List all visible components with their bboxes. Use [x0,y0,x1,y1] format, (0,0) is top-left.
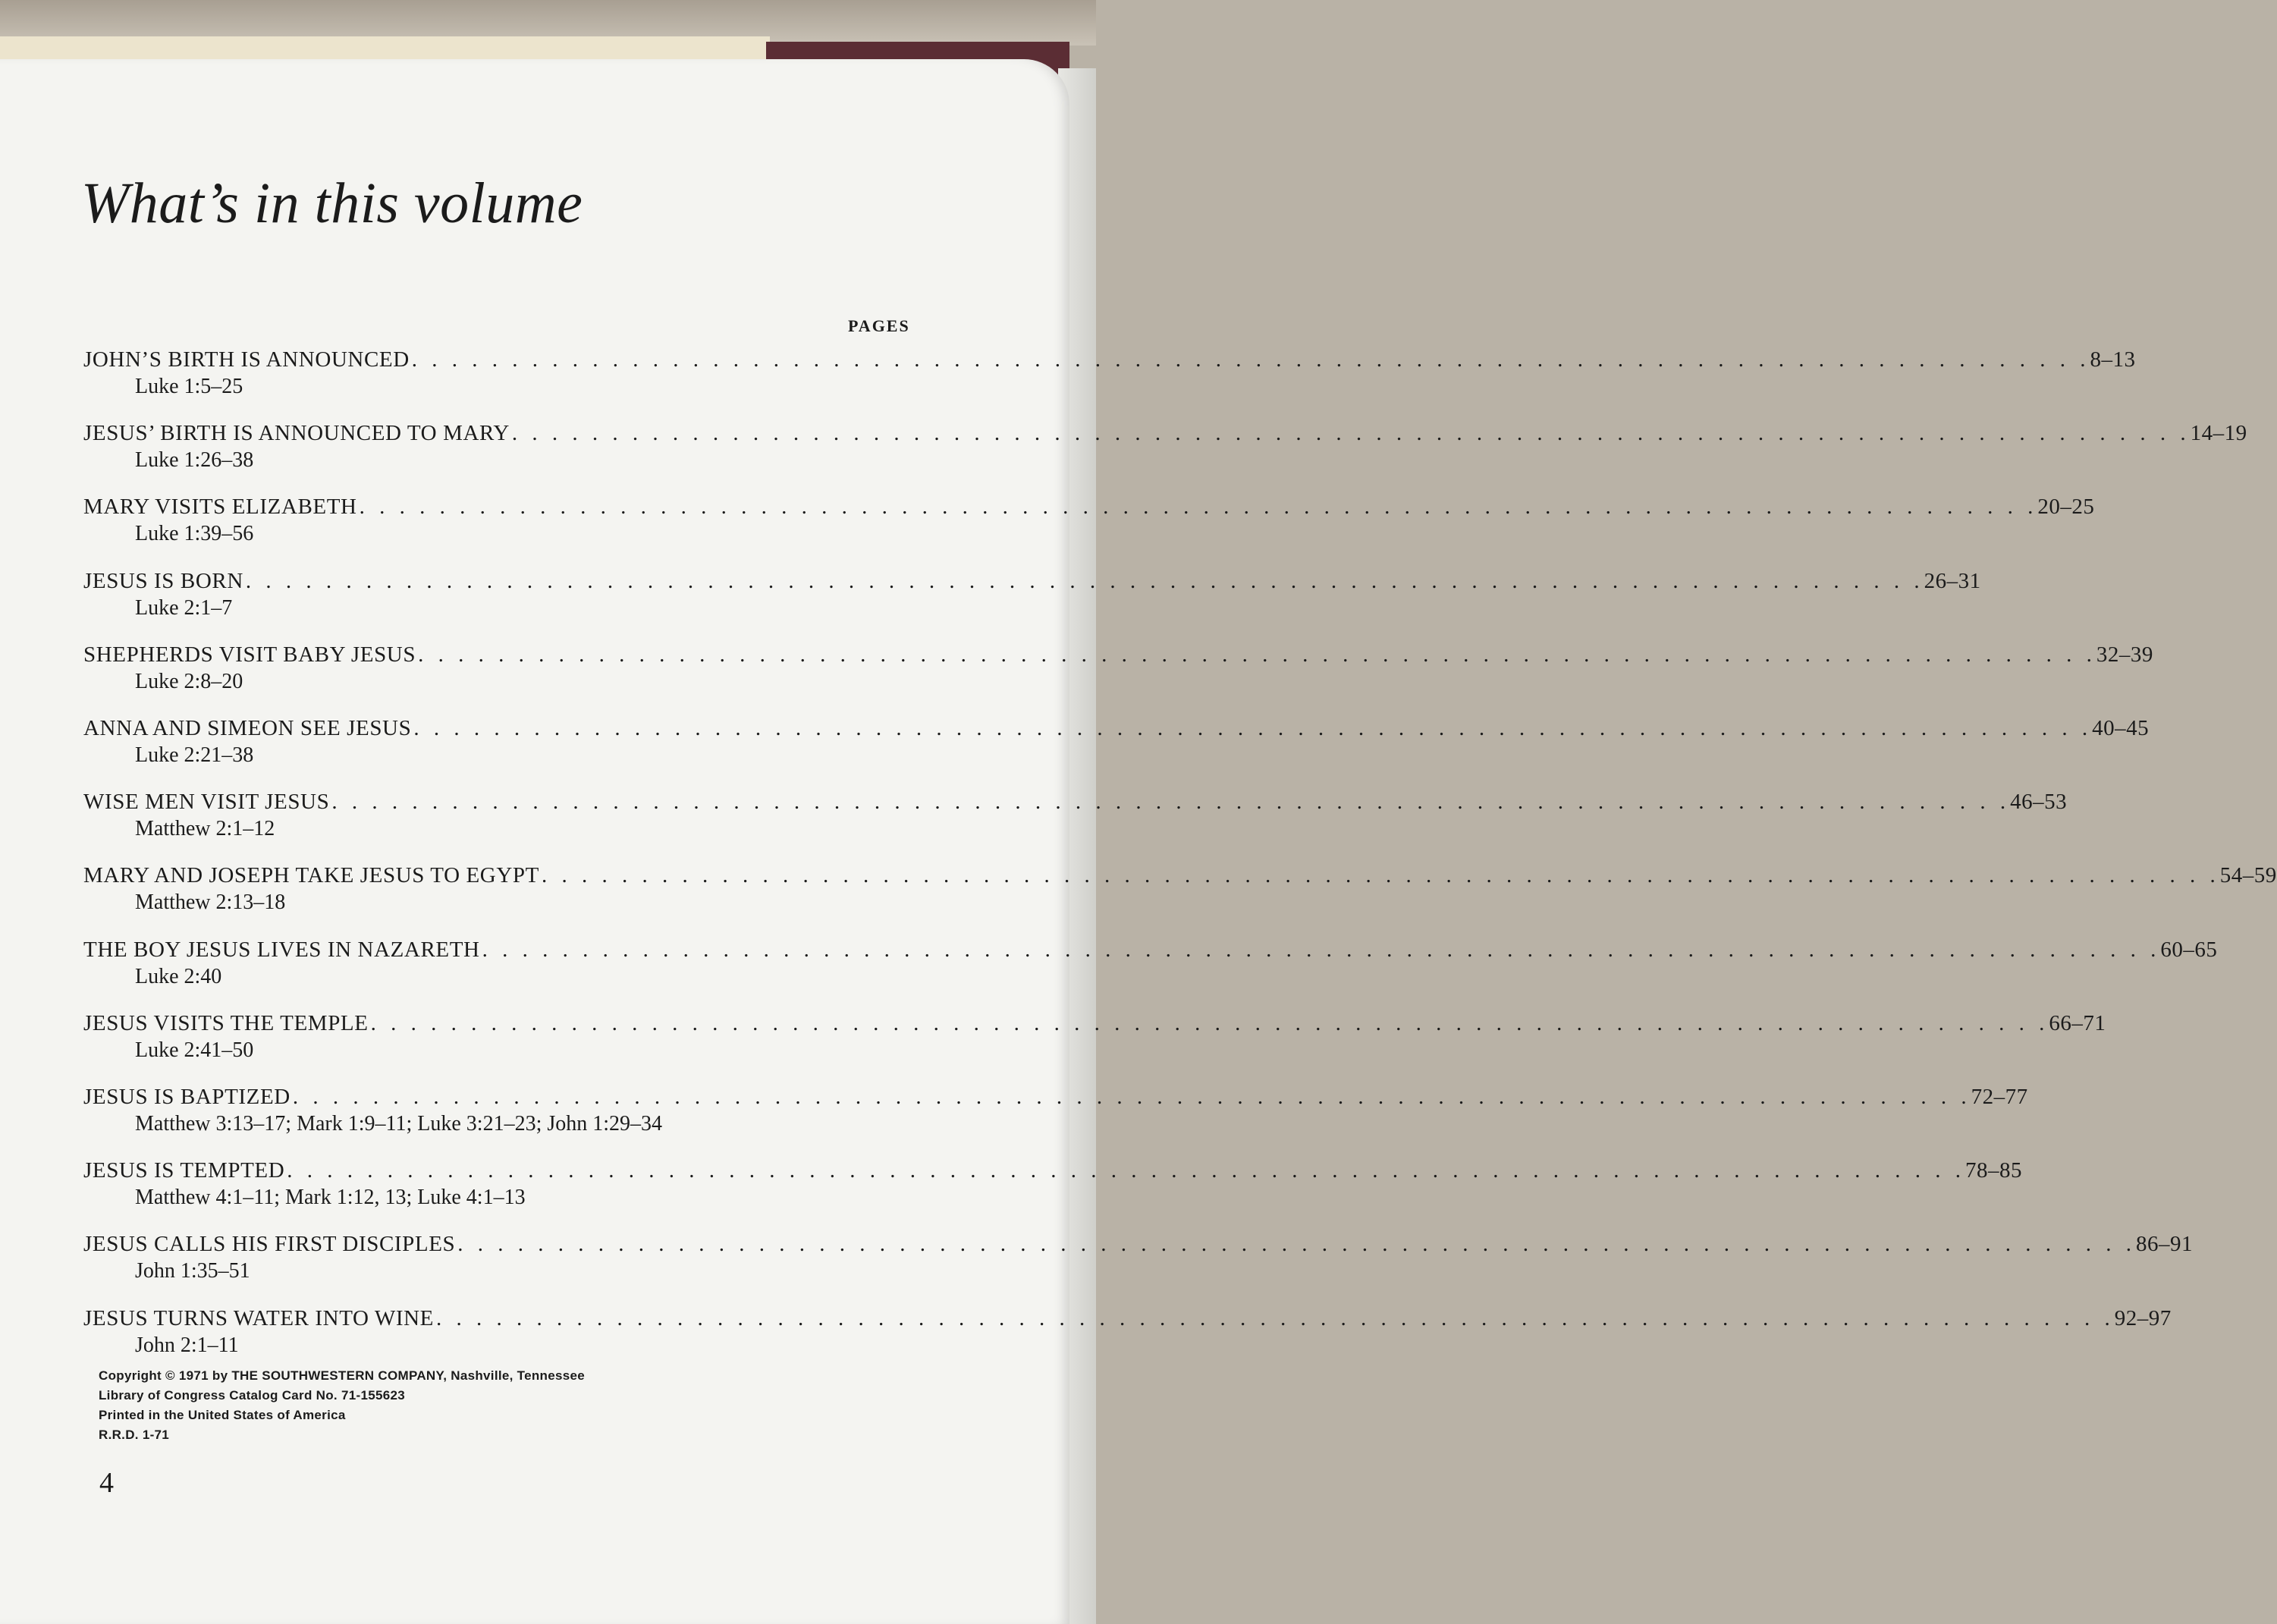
toc-entry-pages: 66–71 [2049,1011,2106,1035]
copyright-line: Copyright © 1971 by THE SOUTHWESTERN COMPANY, Nashville, Tennessee [99,1368,585,1383]
toc-entry-line [83,641,2153,668]
dot-leader: . . . . . . . . . . . . . . . . . . . . . . . . . . . . . . . . . . . . . . . . . . . . . . . . . . . . . . . . . . . . . . . . . . . . . . . . . . . . . . . . . . . . [331,790,2011,814]
dot-leader: . . . . . . . . . . . . . . . . . . . . . . . . . . . . . . . . . . . . . . . . . . . . . . . . . . . . . . . . . . . . . . . . . . . . . . . . . . . . . . . . . . . . [411,347,2090,372]
toc-entry-pages: 26–31 [1924,569,1981,593]
toc-entry-line [83,862,2277,889]
toc-entry-pages: 14–19 [2190,421,2247,445]
toc-entry-line [83,788,2068,815]
dot-leader: . . . . . . . . . . . . . . . . . . . . . . . . . . . . . . . . . . . . . . . . . . . . . . . . . . . . . . . . . . . . . . . . . . . . . . . . . . . . . . . . . . . . [457,1232,2136,1256]
toc-entry-title: MARY VISITS ELIZABETH [83,495,357,519]
toc-entry-line [83,567,1981,595]
toc-entry-pages: 20–25 [2037,495,2095,519]
pages-column-header: PAGES [848,316,910,335]
toc-entry [83,1230,2193,1291]
toc-entry-pages: 32–39 [2096,642,2153,667]
dot-leader: . . . . . . . . . . . . . . . . . . . . . . . . . . . . . . . . . . . . . . . . . . . . . . . . . . . . . . . . . . . . . . . . . . . . . . . . . . . . . . . . . . . . [370,1011,2049,1035]
toc-entry [83,1305,2172,1365]
toc-entry-title: ANNA AND SIMEON SEE JESUS [83,716,412,740]
toc-entry-reference: Luke 1:39–56 [135,522,254,545]
toc-entry-pages: 92–97 [2114,1306,2172,1330]
toc-entry [83,1083,2028,1144]
toc-entry-reference: Matthew 2:1–12 [135,817,275,840]
toc-entry-title: JESUS’ BIRTH IS ANNOUNCED TO MARY [83,421,510,445]
copyright-block [99,1366,585,1445]
toc-entry [83,346,2136,407]
toc-entry [83,1157,2023,1217]
toc-entry-reference: Luke 2:41–50 [135,1038,254,1062]
toc-entry-reference: Luke 1:26–38 [135,448,254,472]
toc-entry [83,1010,2106,1070]
toc-entry-line [83,1305,2172,1332]
dot-leader: . . . . . . . . . . . . . . . . . . . . . . . . . . . . . . . . . . . . . . . . . . . . . . . . . . . . . . . . . . . . . . . . . . . . . . . . . . . . . . . . . . . . [482,938,2161,962]
toc-entry-pages: 60–65 [2160,938,2218,962]
toc-entry-title: JESUS TURNS WATER INTO WINE [83,1306,434,1330]
toc-entry-title: THE BOY JESUS LIVES IN NAZARETH [83,938,480,962]
toc-entry-pages: 8–13 [2090,347,2136,372]
toc-entry [83,862,2277,922]
toc-entry-reference: Matthew 4:1–11; Mark 1:12, 13; Luke 4:1–13 [135,1186,526,1209]
toc-entry-line [83,1010,2106,1037]
toc-entry-reference: Matthew 2:13–18 [135,891,286,914]
toc-entry-pages: 78–85 [1965,1158,2023,1183]
toc-entry-line [83,419,2247,447]
printed-in-line: Printed in the United States of America [99,1408,346,1422]
toc-entry-title: JESUS IS BAPTIZED [83,1085,291,1109]
toc-entry-title: JOHN’S BIRTH IS ANNOUNCED [83,347,410,372]
dot-leader: . . . . . . . . . . . . . . . . . . . . . . . . . . . . . . . . . . . . . . . . . . . . . . . . . . . . . . . . . . . . . . . . . . . . . . . . . . . . . . . . . . . . [413,716,2093,740]
toc-entry-pages: 40–45 [2092,716,2150,740]
toc-entry [83,788,2068,849]
toc-entry-line [83,1083,2028,1110]
dot-leader: . . . . . . . . . . . . . . . . . . . . . . . . . . . . . . . . . . . . . . . . . . . . . . . . . . . . . . . . . . . . . . . . . . . . . . . . . . . . . . . . . . . . [287,1158,1966,1183]
toc-entry-title: JESUS VISITS THE TEMPLE [83,1011,369,1035]
toc-entry-title: JESUS IS TEMPTED [83,1158,285,1183]
dot-leader: . . . . . . . . . . . . . . . . . . . . . . . . . . . . . . . . . . . . . . . . . . . . . . . . . . . . . . . . . . . . . . . . . . . . . . . . . . . . . . . . . . . . [245,569,1924,593]
toc-entry [83,641,2153,702]
dot-leader: . . . . . . . . . . . . . . . . . . . . . . . . . . . . . . . . . . . . . . . . . . . . . . . . . . . . . . . . . . . . . . . . . . . . . . . . . . . . . . . . . . . . [418,642,2096,667]
page-number: 4 [99,1467,114,1499]
toc-entry-title: WISE MEN VISIT JESUS [83,790,330,814]
toc-entry-title: JESUS CALLS HIS FIRST DISCIPLES [83,1232,456,1256]
dot-leader: . . . . . . . . . . . . . . . . . . . . . . . . . . . . . . . . . . . . . . . . . . . . . . . . . . . . . . . . . . . . . . . . . . . . . . . . . . . . . . . . . . . . [541,863,2220,887]
toc-entry-line [83,346,2136,373]
toc-entry-reference: Luke 2:21–38 [135,743,254,767]
toc-entry-pages: 72–77 [1971,1085,2028,1109]
toc-entry-reference: Luke 2:40 [135,965,222,988]
toc-entry-line [83,715,2150,742]
toc-entry-pages: 86–91 [2135,1232,2193,1256]
toc-entry-line [83,1157,2023,1184]
page-title: What’s in this volume [81,171,583,235]
toc-entry-reference: John 1:35–51 [135,1259,250,1283]
dot-leader: . . . . . . . . . . . . . . . . . . . . . . . . . . . . . . . . . . . . . . . . . . . . . . . . . . . . . . . . . . . . . . . . . . . . . . . . . . . . . . . . . . . . [292,1085,1971,1109]
print-code-line: R.R.D. 1-71 [99,1428,170,1442]
toc-entry-pages: 46–53 [2010,790,2068,814]
catalog-card-line: Library of Congress Catalog Card No. 71-155623 [99,1388,405,1403]
toc-entry-reference: Luke 2:1–7 [135,596,233,620]
dot-leader: . . . . . . . . . . . . . . . . . . . . . . . . . . . . . . . . . . . . . . . . . . . . . . . . . . . . . . . . . . . . . . . . . . . . . . . . . . . . . . . . . . . . [435,1306,2115,1330]
toc-entry-reference: Matthew 3:13–17; Mark 1:9–11; Luke 3:21–23; John 1:29–34 [135,1112,663,1136]
toc-entry-line [83,493,2095,520]
toc-entry-reference: Luke 1:5–25 [135,375,243,398]
toc-entry-line [83,1230,2193,1258]
toc-entry [83,493,2095,554]
toc-entry-pages: 54–59 [2219,863,2277,887]
toc-entry-title: JESUS IS BORN [83,569,243,593]
toc-entry-title: MARY AND JOSEPH TAKE JESUS TO EGYPT [83,863,539,887]
toc-entry [83,419,2247,480]
toc-entry [83,715,2150,775]
toc-entry-reference: John 2:1–11 [135,1333,239,1357]
toc-entry [83,936,2218,997]
toc-entry [83,567,1981,628]
dot-leader: . . . . . . . . . . . . . . . . . . . . . . . . . . . . . . . . . . . . . . . . . . . . . . . . . . . . . . . . . . . . . . . . . . . . . . . . . . . . . . . . . . . . [359,495,2038,519]
toc-entry-title: SHEPHERDS VISIT BABY JESUS [83,642,416,667]
dot-leader: . . . . . . . . . . . . . . . . . . . . . . . . . . . . . . . . . . . . . . . . . . . . . . . . . . . . . . . . . . . . . . . . . . . . . . . . . . . . . . . . . . . . [511,421,2191,445]
toc-entry-reference: Luke 2:8–20 [135,670,243,693]
toc-entry-line [83,936,2218,963]
